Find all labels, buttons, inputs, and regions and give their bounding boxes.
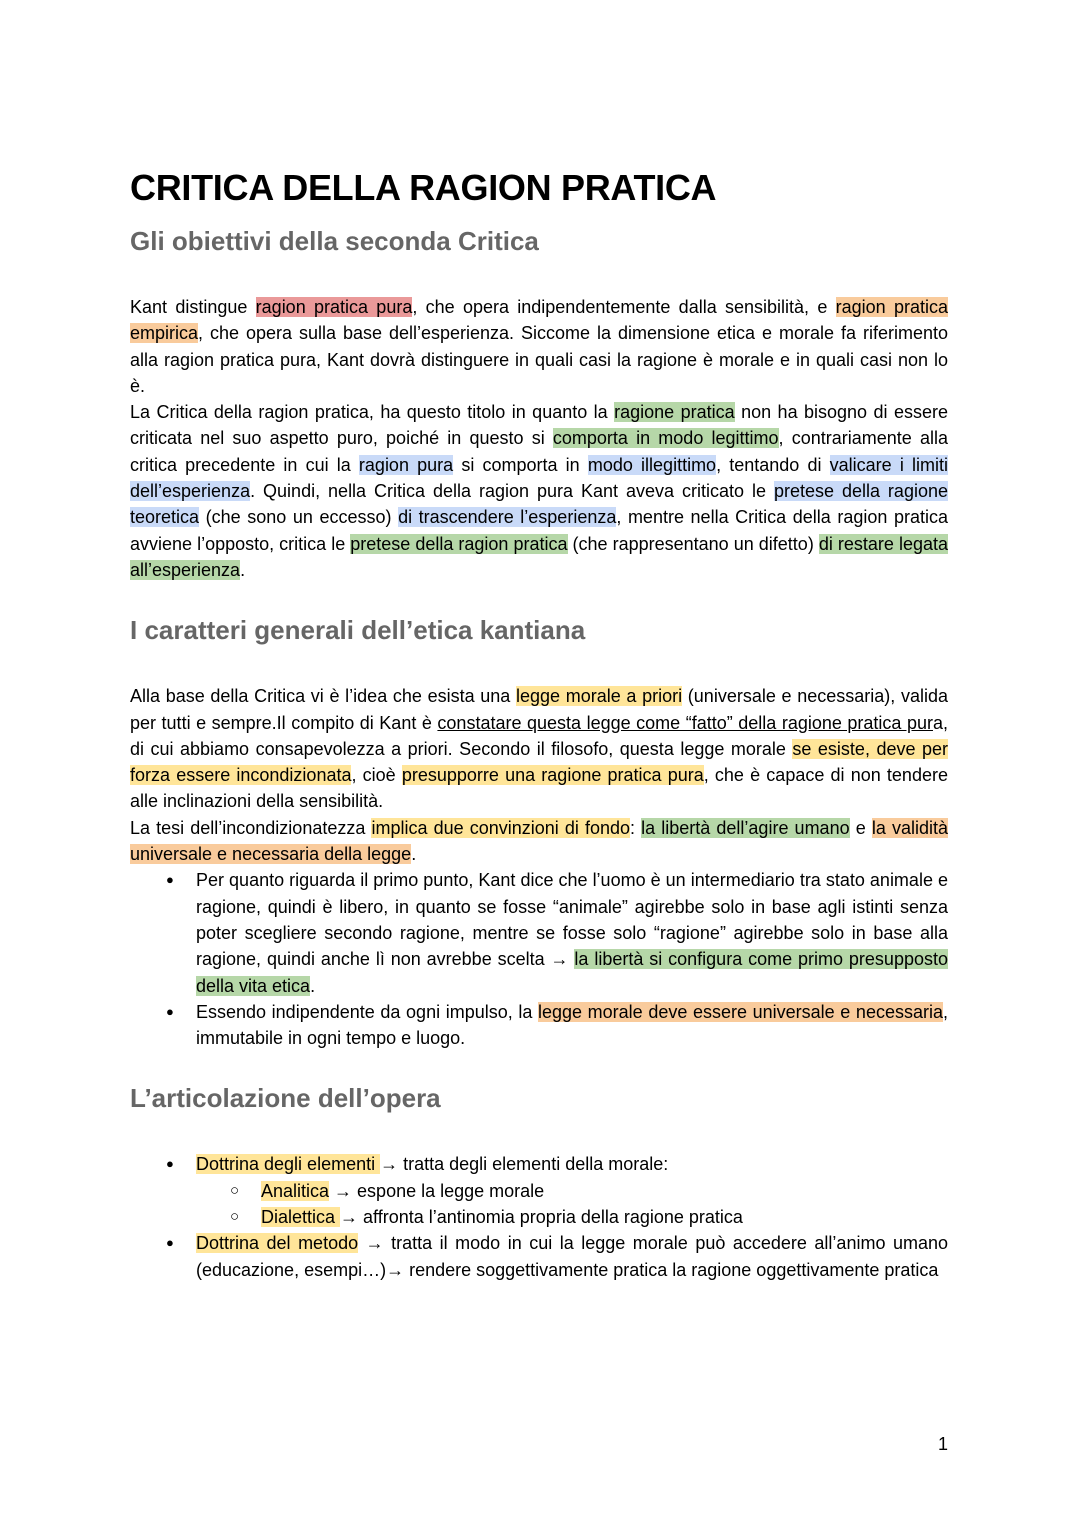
- text-run: :: [630, 817, 642, 838]
- highlight-yellow: Dottrina degli elementi: [196, 1154, 381, 1175]
- text-run: , che opera sulla base dell’esperienza. Siccome la dimensione etica e morale fa riferimento alla ragion pratica pura, Kant dovrà distinguere in quali casi la ragione è morale e in quali casi non lo è.: [130, 323, 948, 396]
- highlight-yellow: se esiste, deve per forza essere incondizionata: [130, 738, 948, 786]
- text-run: (universale e necessaria), valida per tutti e sempre.Il compito di Kant è: [130, 686, 948, 733]
- document-body: [130, 166, 948, 1283]
- text-run: Per quanto riguarda il primo punto, Kant dice che l’uomo è un intermediario tra stato animale e ragione, quindi è libero, in quanto se fosse “animale” agirebbe solo in base agli istinti senza poter scegliere secondo ragione, mentre se fosse solo “ragione” agirebbe solo in base alla ragione, quindi anche lì non avrebbe scelta →: [196, 870, 948, 970]
- highlight-orange: legge morale deve essere universale e necessaria: [538, 1001, 943, 1022]
- highlight-blue: ragion pura: [358, 454, 454, 475]
- list-item: [166, 867, 948, 998]
- text-run: .: [411, 844, 417, 865]
- highlight-green: pretese della ragion pratica: [350, 533, 568, 554]
- highlight-yellow: Dottrina del metodo: [196, 1233, 359, 1254]
- highlight-green: la libertà dell’agire umano: [641, 817, 850, 838]
- sub-list-item: [230, 1178, 948, 1204]
- section-heading-ethics: I caratteri generali dell’etica kantiana: [130, 615, 586, 646]
- text-run: .: [240, 559, 246, 580]
- text-run: .: [310, 975, 316, 996]
- bullet-list-structure: [166, 1151, 948, 1282]
- text-run: (che rappresentano un difetto): [567, 533, 819, 554]
- highlight-blue: pretese della ragione teoretica: [130, 481, 948, 528]
- highlight-yellow: implica due convinzioni di fondo: [371, 817, 631, 838]
- sub-list-item: [230, 1204, 948, 1230]
- text-run: , contrariamente alla critica precedente in cui la: [130, 428, 948, 475]
- text-run: La tesi dell’incondizionatezza: [130, 817, 372, 838]
- highlight-yellow: Dialettica: [261, 1207, 341, 1228]
- text-run: → espone la legge morale: [329, 1180, 545, 1201]
- highlight-green: ragione pratica: [614, 402, 735, 423]
- highlight-blue: valicare i limiti dell’esperienza: [130, 454, 948, 502]
- paragraph-moral-law: [130, 683, 948, 814]
- text-run: → tratta degli elementi della morale:: [380, 1154, 669, 1175]
- text-run: non ha bisogno di essere criticata nel suo aspetto puro, poiché in questo si: [130, 402, 948, 449]
- text-run: , mentre nella Critica della ragion pratica avviene l’opposto, critica le: [130, 507, 949, 554]
- text-run: e: [849, 817, 872, 838]
- text-run: La Critica della ragion pratica, ha questo titolo in quanto la: [130, 402, 615, 423]
- highlight-blue: modo illegittimo: [587, 454, 717, 475]
- text-run: , che opera indipendentemente dalla sensibilità, e: [412, 297, 836, 317]
- text-run: , immutabile in ogni tempo e luogo.: [196, 1001, 948, 1049]
- highlight-green: di restare legata all’esperienza: [130, 533, 949, 580]
- highlight-blue: di trascendere l’esperienza: [398, 507, 617, 528]
- highlight-yellow: legge morale a priori: [516, 686, 683, 707]
- text-run: , tentando di: [716, 454, 830, 475]
- section-heading-structure: L’articolazione dell’opera: [130, 1083, 441, 1114]
- text-run: Essendo indipendente da ogni impulso, la: [196, 1001, 538, 1022]
- text-run: , cioè: [351, 765, 402, 786]
- sub-bullet-list: [230, 1178, 948, 1231]
- text-run: a, di cui abbiamo consapevolezza a priori. Secondo il filosofo, questa legge morale: [130, 712, 948, 759]
- text-run: , che è capace di non tendere alle inclinazioni della sensibilità.: [130, 765, 948, 812]
- paragraph-unconditional: [130, 815, 948, 868]
- text-run: Kant distingue: [130, 297, 256, 317]
- list-item: [166, 1151, 948, 1230]
- page-number: 1: [937, 1434, 948, 1454]
- paragraph-distinction: [130, 294, 948, 399]
- text-run: → affronta l’antinomia propria della ragione pratica: [340, 1207, 743, 1228]
- underlined-text: constatare questa legge come “fatto” della ragione pratica pur: [437, 712, 933, 733]
- text-run: . Quindi, nella Critica della ragion pura Kant aveva criticato le: [250, 481, 774, 502]
- highlight-yellow: Analitica: [261, 1180, 330, 1201]
- highlight-orange: la validità universale e necessaria della legge: [130, 817, 948, 865]
- bullet-list-ethics: [166, 867, 948, 1051]
- paragraph-critique-title: [130, 399, 948, 583]
- text-run: Alla base della Critica vi è l’idea che esista una: [130, 686, 516, 707]
- list-item: [166, 1230, 948, 1283]
- text-run: → tratta il modo in cui la legge morale può accedere all’animo umano (educazione, esempi…)→ rendere soggettivamente pratica la ragione oggettivamente pratica: [196, 1233, 949, 1280]
- list-item: [166, 999, 948, 1052]
- section-heading-objectives: Gli obiettivi della seconda Critica: [130, 226, 539, 256]
- highlight-green: la libertà si configura come primo presupposto della vita etica: [196, 949, 948, 996]
- document-title: CRITICA DELLA RAGION PRATICA: [130, 167, 717, 208]
- highlight-red: ragion pratica pura: [255, 297, 413, 317]
- highlight-yellow: presupporre una ragione pratica pura: [401, 765, 704, 786]
- highlight-green: comporta in modo legittimo: [552, 428, 779, 449]
- highlight-orange: ragion pratica empirica: [130, 297, 948, 344]
- text-run: (che sono un eccesso): [199, 507, 399, 528]
- text-run: si comporta in: [453, 454, 588, 475]
